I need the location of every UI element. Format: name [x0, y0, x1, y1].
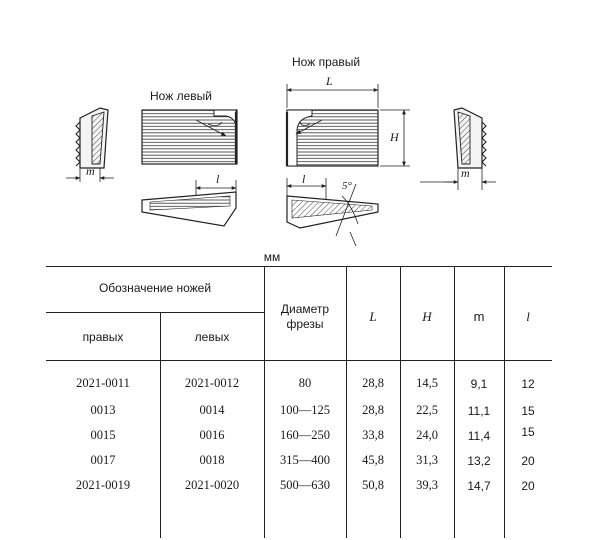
col-divider-right-left [160, 312, 161, 538]
cell-left: 2021-0020 [184, 478, 240, 492]
dimension-l-right-label: l [302, 172, 306, 186]
header-l: l [526, 309, 530, 324]
left-knife-side [142, 180, 236, 226]
table-top-rule [46, 266, 552, 267]
col-divider-m [504, 266, 505, 538]
cell-H: 22,5 [416, 403, 438, 417]
cell-H: 31,3 [416, 453, 438, 467]
cell-L: 33,8 [362, 428, 384, 442]
dimension-L-label: L [326, 74, 333, 88]
dimension-m-right-label: m [461, 166, 470, 180]
cell-right: 2021-0011 [76, 376, 130, 390]
cell-diameter: 100—125 [280, 403, 330, 417]
designation-sub-rule [46, 312, 264, 313]
knife-drawing [0, 0, 600, 262]
left-knife-label: Нож левый [150, 89, 212, 103]
header-right: правых [82, 330, 124, 344]
header-left: левых [194, 330, 230, 344]
knife-dimensions-table [0, 250, 600, 540]
dimension-l-left-label: l [216, 172, 220, 186]
cell-left: 0014 [199, 403, 225, 417]
col-divider-H [454, 266, 455, 538]
header-m: m [473, 309, 485, 324]
cell-m: 13,2 [467, 454, 491, 468]
cell-m: 11,1 [467, 404, 491, 418]
cell-diameter: 315—400 [280, 453, 330, 467]
cell-left: 0016 [199, 428, 225, 442]
col-divider-diameter [346, 266, 347, 538]
header-diameter-line1: Диаметр [280, 302, 330, 316]
cell-H: 14,5 [416, 376, 438, 390]
cell-diameter: 80 [298, 376, 312, 390]
cell-H: 24,0 [416, 428, 438, 442]
cell-right: 0013 [90, 403, 116, 417]
cell-l: 15 [521, 425, 535, 439]
cell-diameter: 500—630 [280, 478, 330, 492]
dimension-m-left-label: m [86, 164, 95, 178]
dimension-H-label: H [390, 130, 399, 144]
cell-m: 11,4 [467, 429, 491, 443]
cell-diameter: 160—250 [280, 428, 330, 442]
cell-L: 28,8 [362, 376, 384, 390]
cell-L: 45,8 [362, 453, 384, 467]
cell-left: 0018 [199, 453, 225, 467]
header-bottom-rule [46, 360, 552, 361]
cell-m: 14,7 [467, 479, 491, 493]
cell-L: 28,8 [362, 403, 384, 417]
header-H: H [422, 309, 432, 324]
cell-left: 2021-0012 [184, 376, 240, 390]
left-knife-plan [142, 110, 237, 164]
cell-L: 50,8 [362, 478, 384, 492]
cell-right: 2021-0019 [75, 478, 131, 492]
right-knife-profile [420, 108, 496, 190]
dimension-angle-label: 5° [342, 180, 352, 192]
cell-right: 0017 [90, 453, 116, 467]
cell-l: 12 [521, 377, 535, 391]
header-designation: Обозначение ножей [98, 281, 212, 295]
right-knife-side [287, 178, 378, 246]
cell-l: 15 [521, 404, 535, 418]
cell-m: 9,1 [470, 377, 488, 391]
header-L: L [369, 309, 377, 324]
cell-H: 39,3 [416, 478, 438, 492]
header-diameter-line2: фрезы [286, 317, 324, 331]
cell-l: 20 [521, 479, 535, 493]
units-label: мм [263, 250, 281, 264]
right-knife-plan [287, 84, 410, 166]
cell-right: 0015 [90, 428, 116, 442]
cell-l: 20 [521, 454, 535, 468]
col-divider-L [400, 266, 401, 538]
right-knife-label: Нож правый [292, 55, 361, 69]
